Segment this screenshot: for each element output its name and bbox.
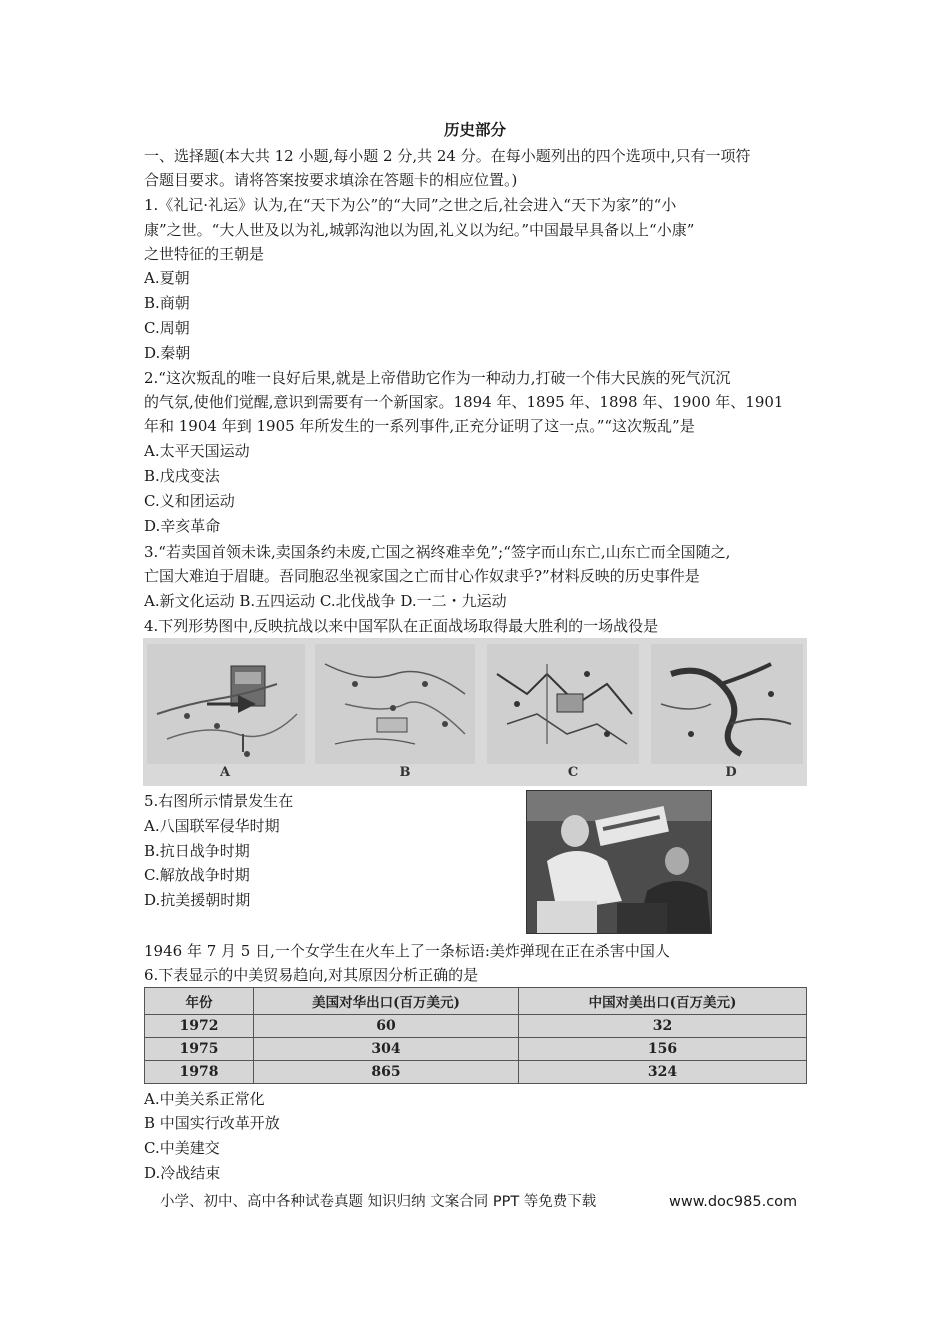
table-row [145, 1061, 807, 1084]
q1-option-a: A.夏朝 [144, 269, 190, 287]
q1-option-d: D.秦朝 [144, 344, 191, 362]
table-cell: 865 [254, 1061, 519, 1084]
table-cell: 1978 [145, 1061, 254, 1084]
map-a-label: A [219, 765, 231, 780]
q6-option-d: D.冷战结束 [144, 1164, 221, 1182]
table-header-cn-export: 中国对美出口(百万美元) [519, 988, 807, 1015]
page-footer [160, 1192, 800, 1212]
table-cell: 32 [519, 1015, 807, 1038]
q5-photo-caption: 1946 年 7 月 5 日,一个女学生在火车上了一条标语:美炸弹现在正在杀害中国人 [144, 942, 670, 960]
q5-option-c: C.解放战争时期 [144, 866, 250, 884]
q1-stem-line3: 之世特征的王朝是 [144, 245, 265, 263]
map-a [147, 644, 305, 764]
photo-drawing [527, 791, 711, 933]
q6-option-b: B 中国实行改革开放 [144, 1114, 280, 1132]
map-b-drawing [315, 644, 475, 764]
table-cell: 304 [254, 1038, 519, 1061]
map-c-drawing [487, 644, 639, 764]
q1-option-c: C.周朝 [144, 319, 190, 337]
q6-option-a: A.中美关系正常化 [144, 1090, 265, 1108]
q3-stem-line2: 亡国大难迫于眉睫。吾同胞忍坐视家国之亡而甘心作奴隶乎?”材料反映的历史事件是 [144, 567, 700, 585]
q1-stem-line1: 1.《礼记·礼运》认为,在“天下为公”的“大同”之世之后,社会进入“天下为家”的“小 [144, 196, 677, 214]
q5-option-a: A.八国联军侵华时期 [144, 817, 280, 835]
table-header-year: 年份 [145, 988, 254, 1015]
q2-option-b: B.戊戌变法 [144, 467, 220, 485]
q2-option-a: A.太平天国运动 [144, 442, 250, 460]
section-heading-line2: 合题目要求。请将答案按要求填涂在答题卡的相应位置。) [144, 171, 518, 189]
q1-stem-line2: 康”之世。“大人世及以为礼,城郭沟池以为固,礼义以为纪。”中国最早具备以上“小康” [144, 221, 695, 239]
q6-stem: 6.下表显示的中美贸易趋向,对其原因分析正确的是 [144, 966, 479, 984]
table-cell: 60 [254, 1015, 519, 1038]
map-b [315, 644, 475, 764]
q4-stem: 4.下列形势图中,反映抗战以来中国军队在正面战场取得最大胜利的一场战役是 [144, 617, 659, 635]
table-header-us-export: 美国对华出口(百万美元) [254, 988, 519, 1015]
map-b-label: B [399, 765, 411, 780]
table-header-row [145, 988, 807, 1015]
q2-stem-line3: 年和 1904 年到 1905 年所发生的一系列事件,正充分证明了这一点。”“这次叛乱”是 [144, 417, 695, 435]
table-row [145, 1038, 807, 1061]
page-title: 历史部分 [443, 120, 506, 139]
q3-stem-line1: 3.“若卖国首领未诛,卖国条约未废,亡国之祸终难幸免”;“签字而山东亡,山东亡而全国随之, [144, 543, 731, 561]
table-cell: 1972 [145, 1015, 254, 1038]
q2-option-d: D.辛亥革命 [144, 517, 221, 535]
footer-text: 小学、初中、高中各种试卷真题 知识归纳 文案合同 PPT 等免费下载 [160, 1194, 597, 1210]
q5-option-d: D.抗美援朝时期 [144, 891, 251, 909]
q2-stem-line1: 2.“这次叛乱的唯一良好后果,就是上帝借助它作为一种动力,打破一个伟大民族的死气沉沉 [144, 369, 731, 387]
battle-maps-figure [143, 638, 807, 786]
table-cell: 1975 [145, 1038, 254, 1061]
table-cell: 324 [519, 1061, 807, 1084]
q5-stem: 5.右图所示情景发生在 [144, 792, 294, 810]
map-c [487, 644, 639, 764]
q1-option-b: B.商朝 [144, 294, 190, 312]
map-a-drawing [147, 644, 305, 764]
q5-option-b: B.抗日战争时期 [144, 842, 250, 860]
map-d-drawing [651, 644, 803, 764]
q3-options: A.新文化运动 B.五四运动 C.北伐战争 D.一二・九运动 [144, 592, 507, 610]
q2-stem-line2: 的气氛,使他们觉醒,意识到需要有一个新国家。1894 年、1895 年、1898 年、1900 年、1901 [144, 393, 784, 411]
trade-table [144, 987, 807, 1084]
footer-url[interactable]: www.doc985.com [669, 1194, 798, 1210]
table-row [145, 1015, 807, 1038]
table-cell: 156 [519, 1038, 807, 1061]
q2-option-c: C.义和团运动 [144, 492, 235, 510]
section-heading-line1: 一、选择题(本大共 12 小题,每小题 2 分,共 24 分。在每小题列出的四个选项中,只有一项符 [144, 147, 751, 165]
historical-photo [526, 790, 712, 934]
map-c-label: C [567, 765, 579, 780]
q6-option-c: C.中美建交 [144, 1139, 220, 1157]
map-d-label: D [725, 765, 737, 780]
map-d [651, 644, 803, 764]
